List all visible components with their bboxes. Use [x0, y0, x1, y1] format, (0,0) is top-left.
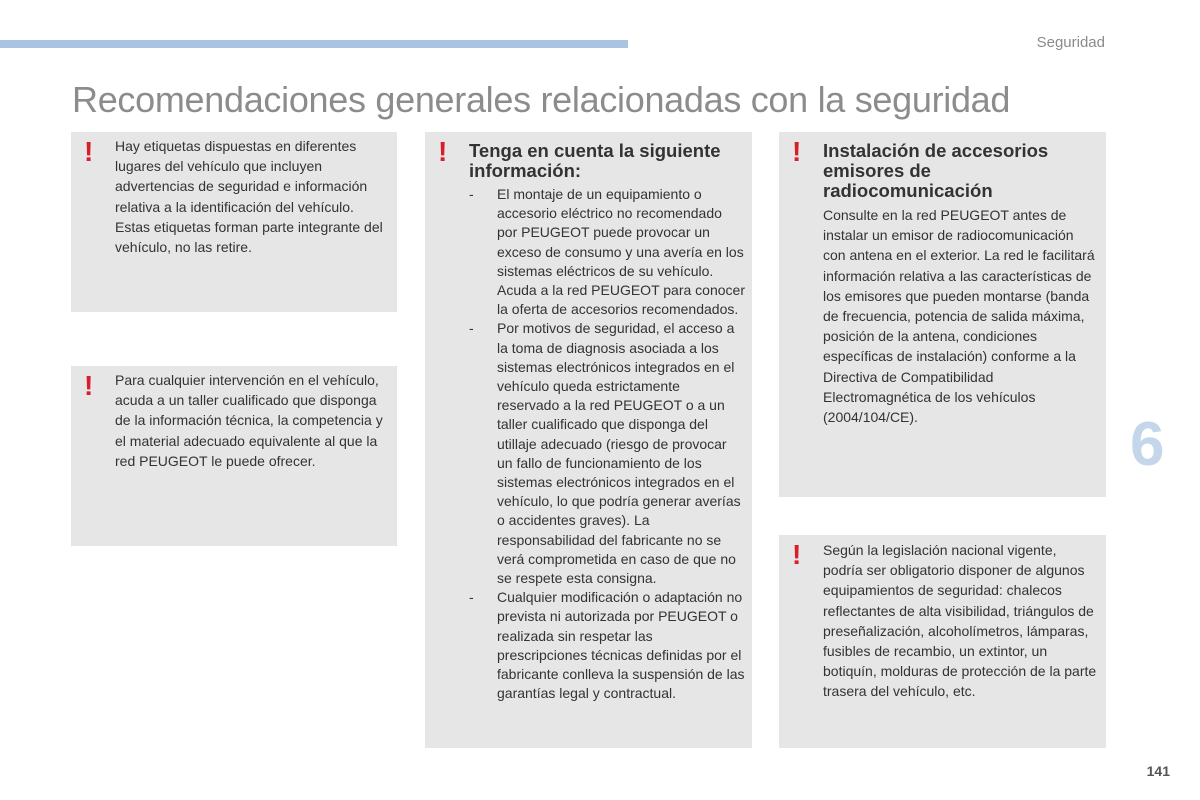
list-item: - Cualquier modificación o adaptación no prevista ni autorizada por PEUGEOT o realizada sin respetar las prescripciones técnicas definidas por el fabricante conlleva la suspensión de las garantías legal y contractual. — [469, 588, 746, 703]
page-title: Recomendaciones generales relacionadas con la seguridad — [72, 79, 1011, 120]
list-item: - Por motivos de seguridad, el acceso a la toma de diagnosis asociada a los sistemas electrónicos integrados en el vehículo queda estrictamente reservado a la red PEUGEOT o a un taller cualificado que disponga del utillaje adecuado (riesgo de provocar un fallo de funcionamiento de los sistemas electrónicos integrados en el vehículo, lo que podría generar averías o accidentes graves). La responsabilidad del fabricante no se verá comprometida en caso de que no se respete esta consigna. — [469, 319, 746, 588]
warning-icon: ! — [792, 539, 802, 570]
header-accent-bar — [0, 40, 628, 48]
warning-box-intervention — [71, 366, 397, 546]
radio-text: Consulte en la red PEUGEOT antes de instalar un emisor de radiocomunicación con antena en el exterior. La red le facilitará información relativa a las características de los emisores que pueden montarse (banda de frecuencia, potencia de salida máxima, posición de la antena, condiciones específicas de instalación) conforme a la Directiva de Compatibilidad Electromagnética de los vehículos (2004/104/CE). — [823, 207, 1095, 426]
warning-box-legislation — [779, 535, 1106, 748]
page-number: 141 — [1146, 763, 1170, 779]
warning-icon: ! — [84, 136, 94, 167]
chapter-tab-number: 6 — [1130, 410, 1165, 479]
warning-box-labels — [71, 132, 397, 312]
warning-icon: ! — [84, 370, 94, 401]
list-item: - El montaje de un equipamiento o accesorio eléctrico no recomendado por PEUGEOT puede provocar un exceso de consumo y una avería en los sistemas eléctricos de su vehículo. Acuda a la red PEUGEOT para conocer la oferta de accesorios recomendados. — [469, 185, 746, 319]
warning-box-information — [425, 132, 752, 748]
info-list — [469, 185, 746, 703]
box-heading: Tenga en cuenta la siguiente información: — [469, 140, 721, 181]
warning-text: Para cualquier intervención en el vehículo, acuda a un taller cualificado que disponga de la información técnica, la competencia y el material adecuado equivalente al que la red PEUGEOT le puede ofrecer. — [115, 372, 383, 469]
section-name: Seguridad — [1036, 34, 1105, 51]
box-heading: Instalación de accesorios emisores de radiocomunicación — [823, 140, 1049, 201]
warning-box-radio — [779, 132, 1106, 497]
warning-icon: ! — [792, 136, 802, 167]
warning-text: Según la legislación nacional vigente, podría ser obligatorio disponer de algunos equipamientos de seguridad: chalecos reflectantes de alta visibilidad, triángulos de preseñalización, alcoholímetros, lámparas, fusibles de recambio, un extintor, un botiquín, molduras de protección de la parte trasera del vehículo, etc. — [823, 542, 1097, 700]
warning-icon: ! — [438, 136, 448, 167]
warning-text: Hay etiquetas dispuestas en diferentes lugares del vehículo que incluyen advertencias de seguridad e información relativa a la identificación del vehículo. Estas etiquetas forman parte integrante del vehículo, no las retire. — [115, 138, 383, 256]
